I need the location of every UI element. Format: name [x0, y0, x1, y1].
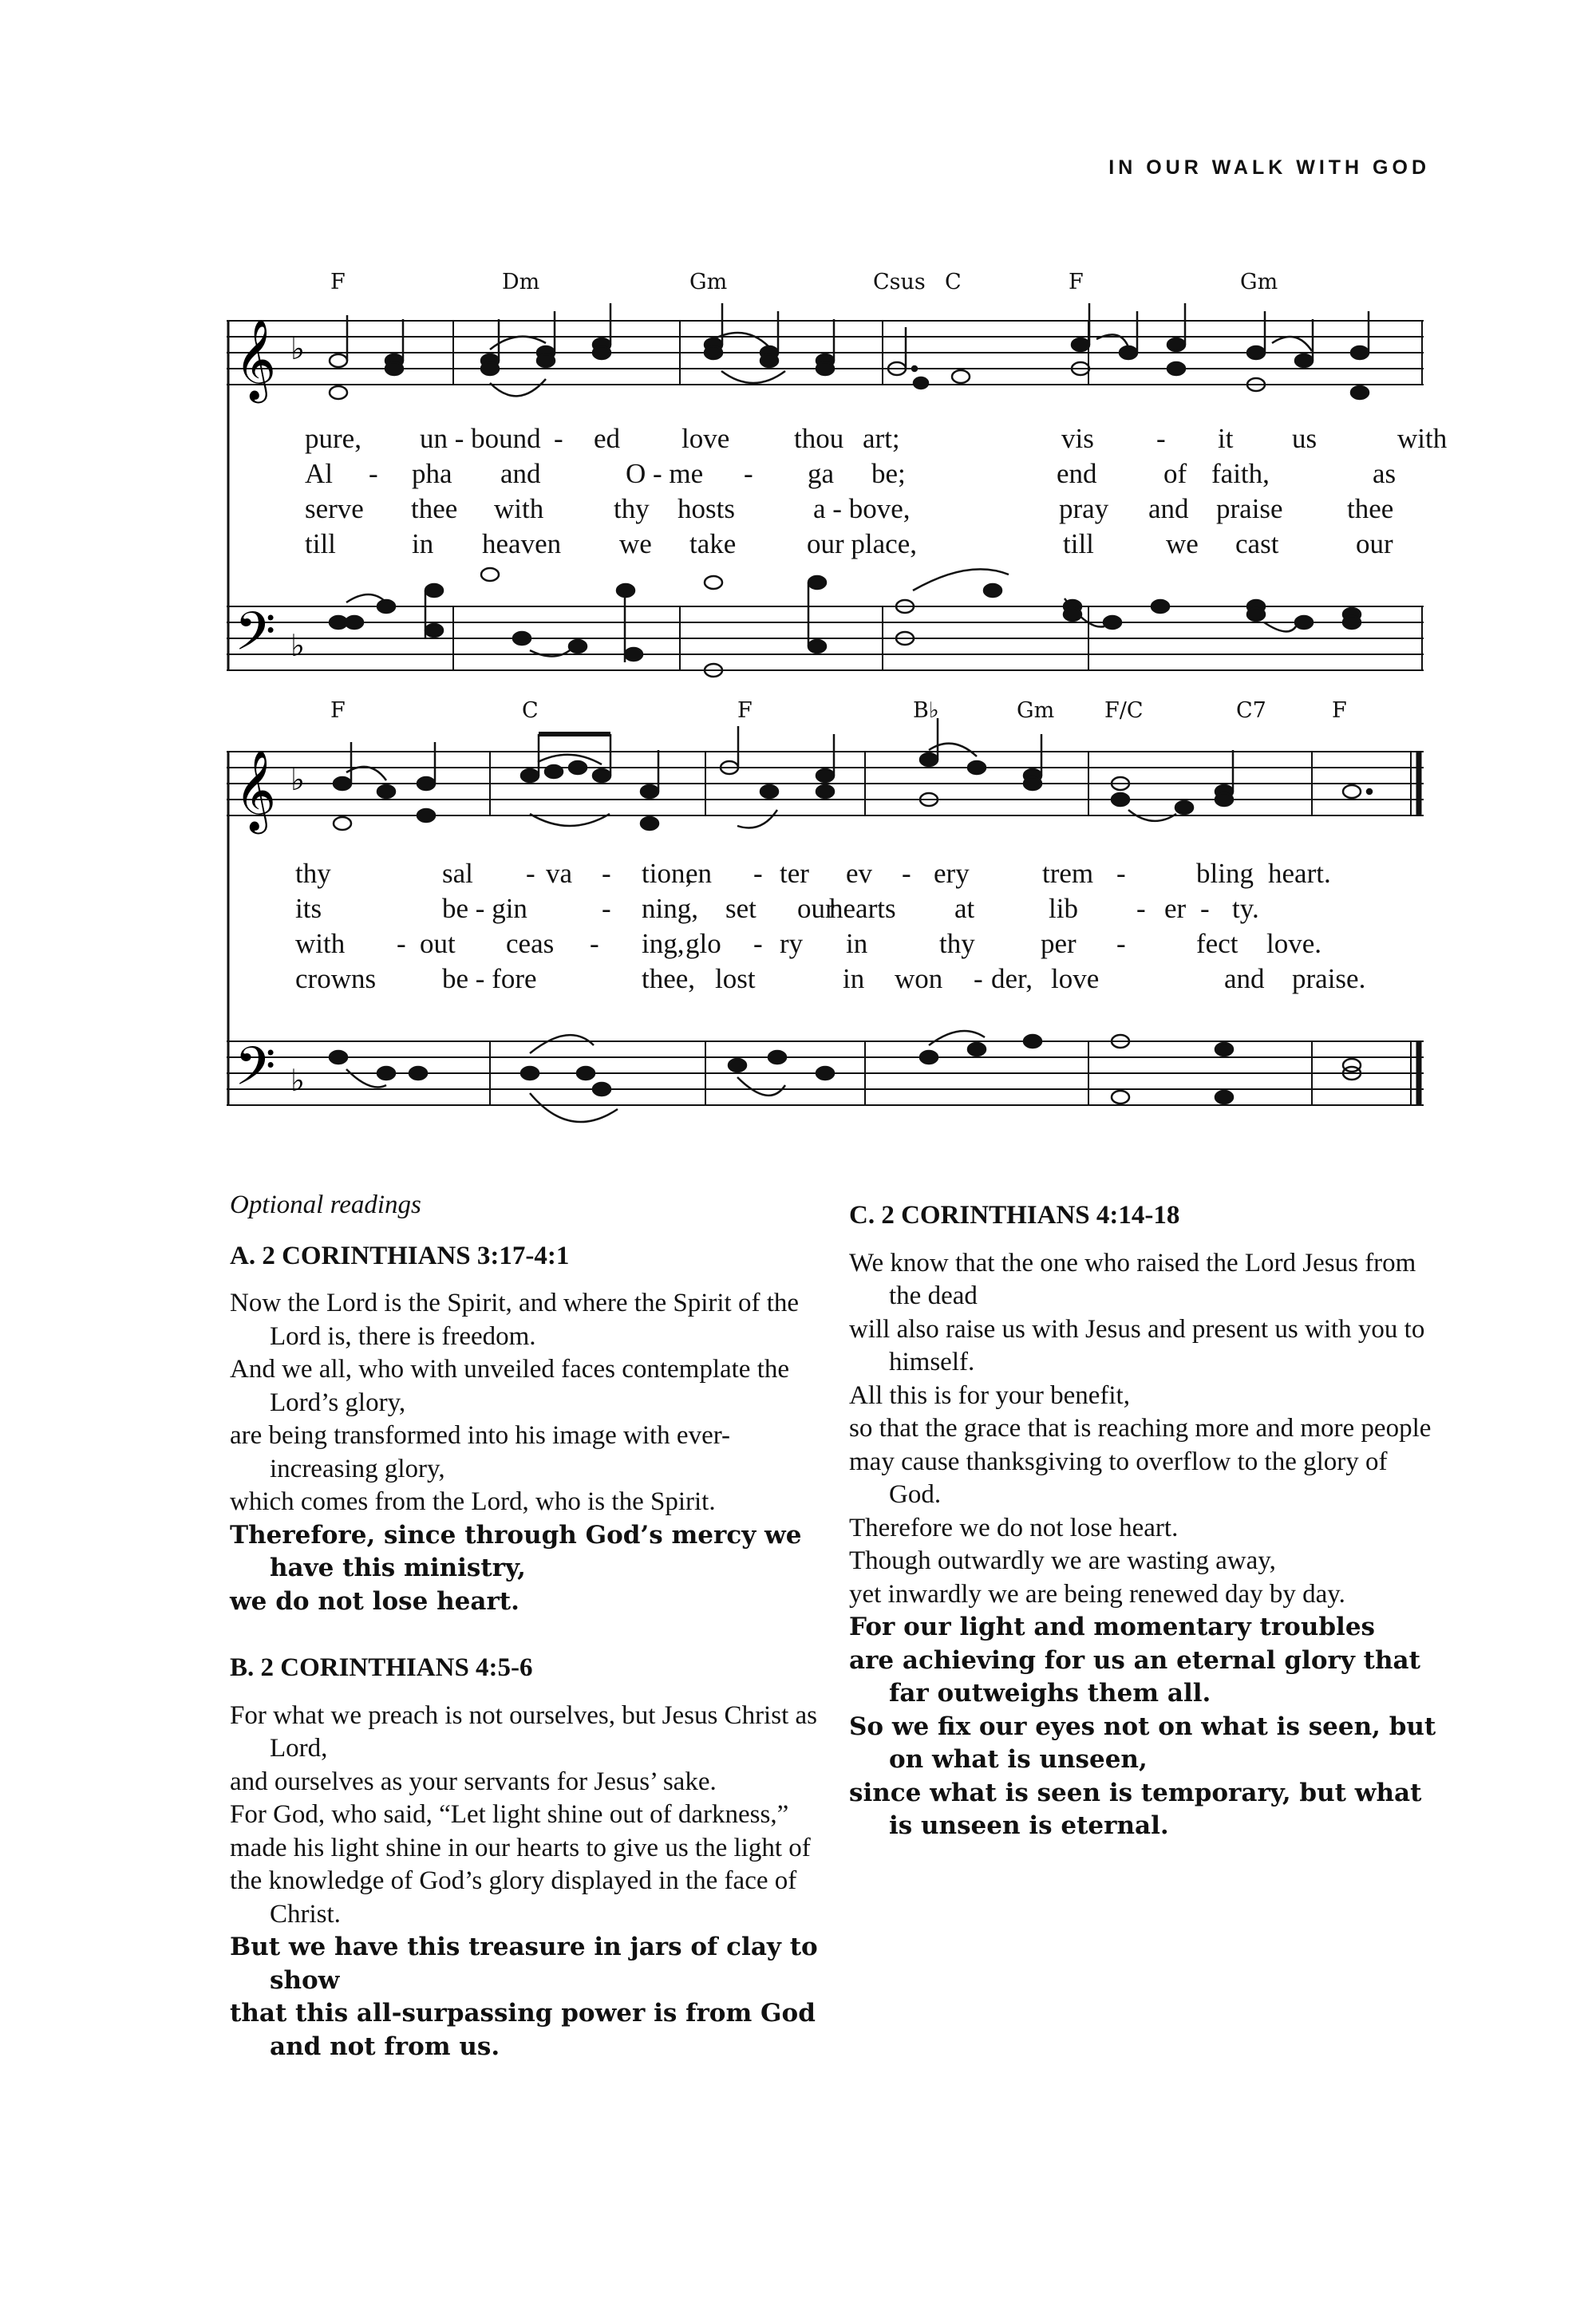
lyric-syllable: art; — [863, 423, 900, 454]
lyric-syllable: crowns — [295, 963, 377, 994]
lyric-syllable: sal — [442, 858, 473, 889]
chord-symbol: Dm — [502, 270, 540, 294]
reading-response-line: since what is seen is temporary, but what is unseen is eternal. — [849, 1778, 1422, 1840]
chord-symbol: F — [737, 698, 753, 723]
lyric-syllable: and — [1148, 493, 1189, 524]
lyric-syllable: with — [494, 493, 544, 524]
lyric-syllable: love — [681, 423, 730, 454]
lyric-syllable: ing, — [642, 928, 685, 959]
lyric-syllable: we — [1166, 528, 1199, 559]
lyric-syllable: - — [602, 893, 611, 924]
lyric-syllable: - — [1156, 423, 1166, 454]
chord-symbol: Csus — [873, 270, 926, 294]
readings-left-column — [230, 1189, 836, 2063]
reading-line: which comes from the Lord, who is the Spirit. — [230, 1487, 716, 1516]
lyric-syllable: hosts — [678, 493, 735, 524]
lyric-syllable: thee — [1347, 493, 1394, 524]
reading-line: Therefore we do not lose heart. — [849, 1513, 1179, 1542]
lyric-syllable: per — [1041, 928, 1077, 959]
lyric-syllable: - — [753, 858, 763, 889]
lyric-syllable: - — [974, 963, 983, 994]
lyric-syllable: love — [1051, 963, 1100, 994]
chord-symbol: F — [330, 698, 346, 723]
lyric-syllable: hearts — [829, 893, 896, 924]
lyric-syllable: thee — [411, 493, 458, 524]
lyric-syllable: thy — [614, 493, 650, 524]
chord-symbol: F/C — [1104, 698, 1144, 723]
lyric-syllable: - — [744, 458, 753, 489]
chord-symbol: C — [945, 270, 962, 294]
lyric-syllable: ga — [808, 458, 835, 489]
lyric-syllable: pray — [1059, 493, 1109, 524]
optional-readings-label: Optional readings — [230, 1191, 421, 1219]
lyric-syllable: er — [1164, 893, 1187, 924]
lyric-syllable: - — [1136, 893, 1146, 924]
chord-symbol: C7 — [1236, 698, 1266, 723]
lyric-syllable: and — [500, 458, 541, 489]
chord-symbol: C — [522, 698, 539, 723]
lyric-syllable: faith, — [1211, 458, 1270, 489]
reading-line: Now the Lord is the Spirit, and where the Spirit of the Lord is, there is freedom. — [230, 1289, 800, 1351]
lyric-syllable: - — [1116, 858, 1126, 889]
reading-c-title: C. 2 CORINTHIANS 4:14-18 — [849, 1201, 1180, 1230]
reading-line: yet inwardly we are being renewed day by day. — [849, 1579, 1345, 1609]
lyric-syllable: un - bound — [420, 423, 541, 454]
lyric-syllable: glo — [685, 928, 721, 959]
lyric-syllable: heart. — [1268, 858, 1331, 889]
chord-symbol: F — [1069, 270, 1084, 294]
lyric-syllable: with — [295, 928, 346, 959]
reading-response-line: Therefore, since through God’s mercy we have this ministry, — [230, 1520, 802, 1582]
lyric-syllable: it — [1218, 423, 1234, 454]
lyric-syllable: der, — [991, 963, 1033, 994]
lyric-syllable: till — [1063, 528, 1094, 559]
lyric-syllable: our — [797, 893, 835, 924]
lyric-syllable: take — [689, 528, 737, 559]
readings-right-column — [849, 1199, 1440, 1843]
chord-symbol: B♭ — [913, 698, 939, 723]
lyric-syllable: tion, — [642, 858, 693, 889]
music-system-2 — [227, 694, 1424, 1141]
lyric-syllable: ter — [780, 858, 809, 889]
reading-line: For what we preach is not ourselves, but Jesus Christ as Lord, — [230, 1700, 817, 1763]
lyric-syllable: praise — [1216, 493, 1283, 524]
lyric-syllable: our place, — [807, 528, 917, 559]
reading-line: We know that the one who raised the Lord Jesus from the dead — [849, 1248, 1416, 1310]
reading-a-title: A. 2 CORINTHIANS 3:17-4:1 — [230, 1241, 570, 1270]
lyric-syllable: in — [843, 963, 865, 994]
lyric-syllable: in — [412, 528, 434, 559]
lyric-syllable: our — [1356, 528, 1393, 559]
lyric-syllable: en — [685, 858, 713, 889]
lyric-syllable: be - gin — [442, 893, 527, 924]
lyric-syllable: trem — [1042, 858, 1094, 889]
lyric-syllable: serve — [305, 493, 364, 524]
lyric-syllable: heaven — [482, 528, 562, 559]
lyric-syllable: thou — [794, 423, 844, 454]
reading-line: the knowledge of God’s glory displayed in the face of Christ. — [230, 1866, 797, 1929]
reading-response-line: But we have this treasure in jars of clay to show — [230, 1933, 818, 1995]
chord-symbol: F — [330, 270, 346, 294]
chord-symbol: F — [1332, 698, 1347, 723]
reading-response-line: we do not lose heart. — [230, 1586, 519, 1616]
lyric-syllable: ery — [934, 858, 970, 889]
lyric-syllable: - — [369, 458, 378, 489]
lyric-syllable: out — [420, 928, 456, 959]
svg-text:♭: ♭ — [290, 628, 305, 663]
lyric-syllable: O - me — [626, 458, 704, 489]
lyric-syllable: ev — [846, 858, 873, 889]
lyric-syllable: - — [554, 423, 563, 454]
lyric-syllable: be - fore — [442, 963, 537, 994]
reading-a-text — [230, 1287, 836, 1618]
lyric-syllable: - — [902, 858, 911, 889]
lyric-syllable: ning, — [642, 893, 698, 924]
lyric-syllable: - — [602, 858, 611, 889]
reading-line: Though outwardly we are wasting away, — [849, 1546, 1276, 1575]
lyric-syllable: love. — [1266, 928, 1322, 959]
svg-text:𝄢: 𝄢 — [235, 1036, 276, 1110]
reading-response-line: For our light and momentary troubles — [849, 1613, 1376, 1641]
lyric-syllable: be; — [871, 458, 906, 489]
lyric-syllable: - — [1116, 928, 1126, 959]
lyric-syllable: we — [619, 528, 652, 559]
reading-line: For God, who said, “Let light shine out of darkness,” — [230, 1800, 789, 1829]
reading-b-text — [230, 1700, 836, 2064]
svg-text:𝄞: 𝄞 — [235, 318, 277, 400]
lyric-syllable: - — [753, 928, 763, 959]
lyric-syllable: - — [590, 928, 599, 959]
lyric-syllable: ceas — [506, 928, 555, 959]
reading-response-line: are achieving for us an eternal glory that far outweighs them all. — [849, 1645, 1420, 1708]
lyric-syllable: Al — [305, 458, 333, 489]
lyric-syllable: won — [895, 963, 943, 994]
reading-line: made his light shine in our hearts to give us the light of — [230, 1833, 811, 1862]
lyric-syllable: - — [1200, 893, 1210, 924]
lyric-syllable: - — [397, 928, 406, 959]
reading-line: and ourselves as your servants for Jesus’ sake. — [230, 1767, 717, 1796]
lyric-syllable: ry — [780, 928, 804, 959]
lyric-syllable: end — [1057, 458, 1097, 489]
reading-response-line: So we fix our eyes not on what is seen, but on what is unseen, — [849, 1712, 1436, 1774]
lyric-syllable: of — [1163, 458, 1187, 489]
svg-text:♭: ♭ — [290, 331, 305, 366]
lyric-syllable: as — [1373, 458, 1396, 489]
lyric-syllable: at — [954, 893, 975, 924]
music-system-1 — [227, 263, 1448, 694]
lyric-syllable: us — [1292, 423, 1317, 454]
lyric-syllable: - — [526, 858, 535, 889]
reading-c-text — [849, 1247, 1440, 1843]
lyric-syllable: lib — [1049, 893, 1078, 924]
reading-line: may cause thanksgiving to overflow to the glory of God. — [849, 1447, 1388, 1509]
chord-symbol: Gm — [1240, 270, 1278, 294]
lyric-syllable: a - bove, — [813, 493, 911, 524]
reading-response-line: that this all-surpassing power is from God and not from us. — [230, 1999, 816, 2061]
lyric-syllable: va — [546, 858, 573, 889]
lyric-syllable: till — [305, 528, 336, 559]
lyric-syllable: lost — [715, 963, 756, 994]
chord-symbol: Gm — [1017, 698, 1055, 723]
lyric-syllable: pha — [412, 458, 452, 489]
lyric-syllable: thy — [295, 858, 331, 889]
svg-text:𝄢: 𝄢 — [235, 601, 276, 675]
lyric-syllable: in — [846, 928, 868, 959]
lyric-syllable: and — [1224, 963, 1265, 994]
reading-line: so that the grace that is reaching more and more people — [849, 1414, 1432, 1443]
lyric-syllable: bling — [1196, 858, 1254, 889]
lyric-syllable: cast — [1235, 528, 1279, 559]
lyric-syllable: ty. — [1232, 893, 1259, 924]
svg-text:♭: ♭ — [290, 1063, 305, 1098]
lyric-syllable: thy — [939, 928, 975, 959]
lyric-syllable: praise. — [1292, 963, 1366, 994]
lyric-syllable: fect — [1196, 928, 1238, 959]
reading-line: And we all, who with unveiled faces contemplate the Lord’s glory, — [230, 1355, 790, 1417]
reading-line: will also raise us with Jesus and present us with you to himself. — [849, 1314, 1425, 1376]
reading-line: All this is for your benefit, — [849, 1380, 1130, 1410]
lyric-syllable: thee, — [642, 963, 696, 994]
lyric-syllable: pure, — [305, 423, 361, 454]
reading-b-title: B. 2 CORINTHIANS 4:5-6 — [230, 1653, 533, 1682]
lyric-syllable: vis — [1061, 423, 1094, 454]
lyric-syllable: ed — [594, 423, 621, 454]
lyric-syllable: with — [1397, 423, 1448, 454]
chord-symbol: Gm — [689, 270, 728, 294]
svg-text:♭: ♭ — [290, 762, 305, 797]
svg-text:𝄞: 𝄞 — [235, 748, 277, 831]
lyric-syllable: set — [725, 893, 757, 924]
section-header: IN OUR WALK WITH GOD — [1108, 156, 1430, 179]
reading-line: are being transformed into his image with ever-increasing glory, — [230, 1421, 731, 1483]
lyric-syllable: its — [295, 893, 322, 924]
